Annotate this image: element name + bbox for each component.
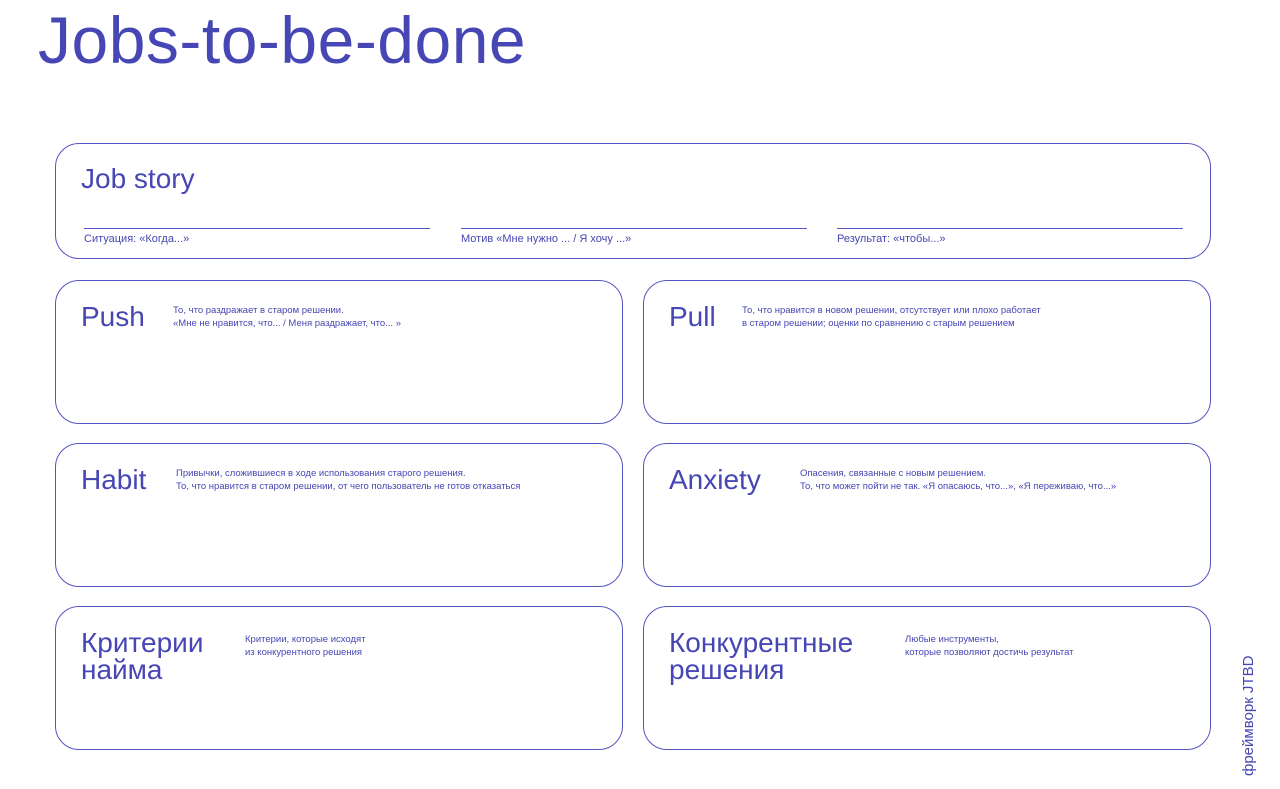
hiring-criteria-description-line: из конкурентного решения [245,647,363,658]
push-card[interactable] [55,280,623,424]
job-story-card [55,143,1211,259]
competing-solutions-card[interactable] [643,606,1211,750]
result-field[interactable] [837,228,1183,248]
pull-description [742,304,1041,330]
motive-field-label: Мотив «Мне нужно ... / Я хочу ...» [461,233,632,245]
situation-field-label: Ситуация: «Когда...» [84,233,190,245]
pull-title: Pull [669,301,716,332]
habit-card[interactable] [55,443,623,587]
motive-field-line [461,228,807,229]
pull-card[interactable] [643,280,1211,424]
anxiety-card[interactable] [643,443,1211,587]
motive-field[interactable] [461,228,807,248]
competing-solutions-description-line: которые позволяют достичь результат [905,647,1074,658]
hiring-criteria-description [245,633,366,659]
competing-solutions-description [905,633,1074,659]
competing-solutions-description-line: Любые инструменты, [905,634,999,645]
situation-field-line [84,228,430,229]
result-field-line [837,228,1183,229]
hiring-criteria-title: Критерии найма [81,627,204,685]
result-field-label: Результат: «чтобы...» [837,233,946,245]
push-description-line: То, что раздражает в старом решении. [173,305,344,316]
pull-description-line: То, что нравится в новом решении, отсутствует или плохо работает [742,305,1041,316]
habit-title: Habit [81,464,147,495]
push-title: Push [81,301,145,332]
habit-description [176,467,520,493]
framework-side-label: фреймворк JTBD [1240,655,1257,776]
anxiety-description-line: То, что может пойти не так. «Я опасаюсь, что...», «Я переживаю, что...» [800,481,1117,492]
pull-description-line: в старом решении; оценки по сравнению с старым решением [742,318,1015,329]
anxiety-description [800,467,1116,493]
anxiety-description-line: Опасения, связанные с новым решением. [800,468,986,479]
hiring-criteria-card[interactable] [55,606,623,750]
push-description [173,304,401,330]
competing-solutions-title: Конкурентные решения [669,627,854,685]
page-title: Jobs-to-be-done [38,3,527,77]
hiring-criteria-description-line: Критерии, которые исходят [245,634,366,645]
situation-field[interactable] [84,228,430,248]
push-description-line: «Мне не нравится, что... / Меня раздражает, что... » [173,318,401,329]
anxiety-title: Anxiety [669,464,761,495]
job-story-title: Job story [81,163,195,194]
habit-description-line: То, что нравится в старом решении, от чего пользователь не готов отказаться [176,481,521,492]
habit-description-line: Привычки, сложившиеся в ходе использования старого решения. [176,468,466,479]
